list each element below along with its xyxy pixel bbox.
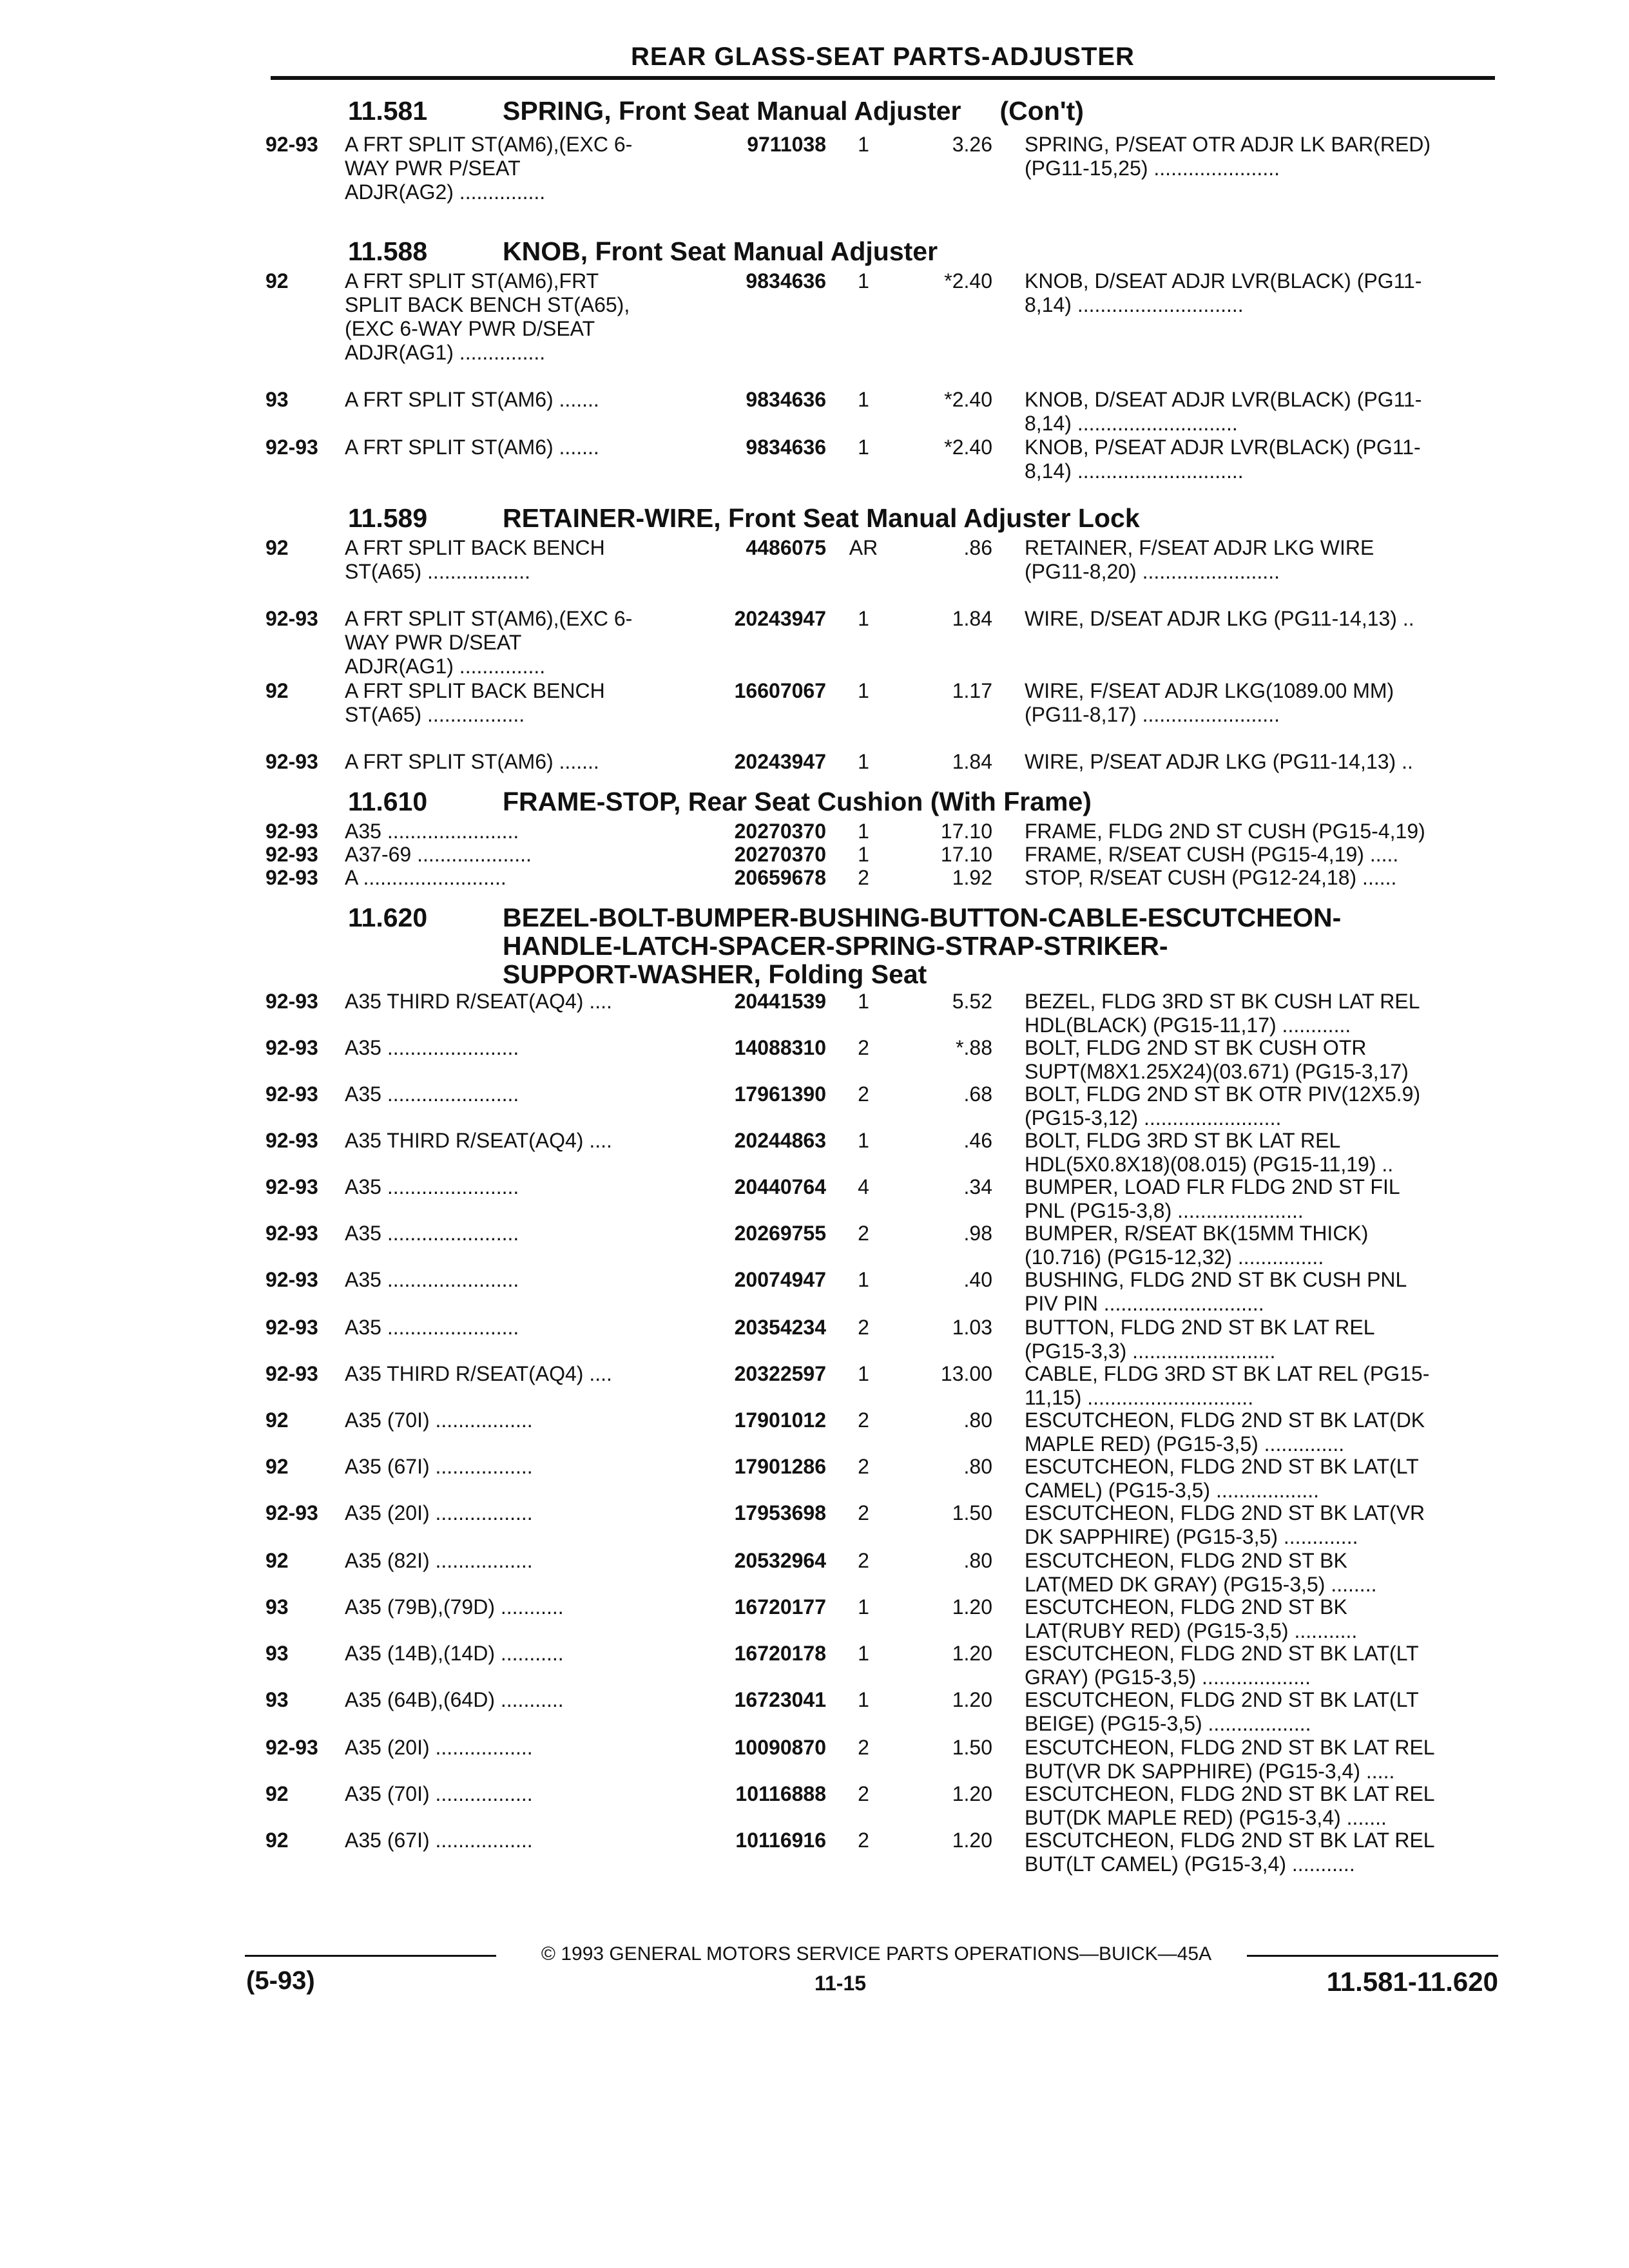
part-number: 16723041 <box>734 1688 826 1711</box>
application-desc: A35 THIRD R/SEAT(AQ4) .... <box>345 1362 612 1385</box>
quantity: 2 <box>858 1036 869 1059</box>
footer-date: (5-93) <box>246 1966 315 1995</box>
price: .68 <box>963 1082 992 1106</box>
price: *2.40 <box>944 269 992 293</box>
part-number: 9834636 <box>746 388 826 411</box>
section-title: BEZEL-BOLT-BUMPER-BUSHING-BUTTON-CABLE-ESCUTCHEON- HANDLE-LATCH-SPACER-SPRING-STRAP-STRIKER- SUPPORT-WASHER, Folding Seat <box>503 903 1342 989</box>
application-desc: A35 ....................... <box>345 1036 519 1059</box>
model-year: 92-93 <box>265 1129 318 1152</box>
price: 5.52 <box>952 990 992 1013</box>
model-year: 92-93 <box>265 133 318 156</box>
quantity: AR <box>849 536 878 559</box>
part-number: 20354234 <box>734 1316 826 1339</box>
part-number: 17961390 <box>734 1082 826 1106</box>
quantity: 2 <box>858 1082 869 1106</box>
part-description: ESCUTCHEON, FLDG 2ND ST BK LAT(DK MAPLE RED) (PG15-3,5) .............. <box>1025 1408 1425 1456</box>
application-desc: A35 ....................... <box>345 820 519 843</box>
footer-rule-right <box>1247 1955 1498 1957</box>
part-number: 16720177 <box>734 1595 826 1619</box>
quantity: 1 <box>858 1268 869 1291</box>
part-description: BUMPER, R/SEAT BK(15MM THICK) (10.716) (PG15-12,32) ............... <box>1025 1222 1369 1269</box>
price: 1.84 <box>952 750 992 773</box>
part-description: FRAME, R/SEAT CUSH (PG15-4,19) ..... <box>1025 843 1399 866</box>
part-number: 20270370 <box>734 820 826 843</box>
application-desc: A FRT SPLIT ST(AM6),(EXC 6- WAY PWR P/SEAT ADJR(AG2) ............... <box>345 133 633 204</box>
part-description: BOLT, FLDG 2ND ST BK OTR PIV(12X5.9) (PG15-3,12) ........................ <box>1025 1082 1421 1129</box>
quantity: 2 <box>858 1736 869 1759</box>
part-description: WIRE, P/SEAT ADJR LKG (PG11-14,13) .. <box>1025 750 1413 773</box>
part-description: ESCUTCHEON, FLDG 2ND ST BK LAT(LT GRAY) (PG15-3,5) ................... <box>1025 1642 1419 1689</box>
model-year: 92-93 <box>265 1268 318 1291</box>
application-desc: A35 (20I) ................. <box>345 1501 533 1524</box>
quantity: 1 <box>858 133 869 156</box>
model-year: 92 <box>265 536 289 559</box>
part-number: 20532964 <box>734 1549 826 1572</box>
quantity: 1 <box>858 1642 869 1665</box>
part-description: SPRING, P/SEAT OTR ADJR LK BAR(RED) (PG11-15,25) ...................... <box>1025 133 1431 180</box>
application-desc: A FRT SPLIT BACK BENCH ST(A65) .................. <box>345 536 605 583</box>
part-number: 16607067 <box>734 679 826 702</box>
model-year: 92-93 <box>265 1736 318 1759</box>
quantity: 1 <box>858 1688 869 1711</box>
quantity: 1 <box>858 820 869 843</box>
section-heading <box>348 237 1508 265</box>
part-description: KNOB, D/SEAT ADJR LVR(BLACK) (PG11- 8,14) ............................. <box>1025 269 1422 316</box>
price: 1.84 <box>952 607 992 630</box>
model-year: 92 <box>265 1829 289 1852</box>
part-description: CABLE, FLDG 3RD ST BK LAT REL (PG15- 11,15) ............................. <box>1025 1362 1430 1409</box>
model-year: 93 <box>265 1642 289 1665</box>
price: 1.92 <box>952 866 992 889</box>
part-description: FRAME, FLDG 2ND ST CUSH (PG15-4,19) <box>1025 820 1425 843</box>
part-description: BOLT, FLDG 2ND ST BK CUSH OTR SUPT(M8X1.25X24)(03.671) (PG15-3,17) <box>1025 1036 1409 1083</box>
application-desc: A35 (67I) ................. <box>345 1829 533 1852</box>
application-desc: A35 (64B),(64D) ........... <box>345 1688 564 1711</box>
part-description: BEZEL, FLDG 3RD ST BK CUSH LAT REL HDL(BLACK) (PG15-11,17) ............ <box>1025 990 1420 1037</box>
part-number: 16720178 <box>734 1642 826 1665</box>
part-description: KNOB, P/SEAT ADJR LVR(BLACK) (PG11- 8,14) ............................. <box>1025 436 1421 483</box>
quantity: 1 <box>858 1595 869 1619</box>
quantity: 1 <box>858 436 869 459</box>
section-title: KNOB, Front Seat Manual Adjuster <box>503 236 938 266</box>
model-year: 93 <box>265 1688 289 1711</box>
section-heading <box>348 97 1508 125</box>
quantity: 2 <box>858 1316 869 1339</box>
section-heading <box>348 787 1508 816</box>
application-desc: A FRT SPLIT ST(AM6) ....... <box>345 388 599 411</box>
part-description: BUSHING, FLDG 2ND ST BK CUSH PNL PIV PIN ............................ <box>1025 1268 1407 1315</box>
part-number: 10116916 <box>735 1829 826 1852</box>
application-desc: A FRT SPLIT ST(AM6) ....... <box>345 750 599 773</box>
part-number: 9834636 <box>746 436 826 459</box>
quantity: 1 <box>858 990 869 1013</box>
application-desc: A FRT SPLIT ST(AM6),FRT SPLIT BACK BENCH ST(A65), (EXC 6-WAY PWR D/SEAT ADJR(AG1) ............... <box>345 269 630 364</box>
part-description: RETAINER, F/SEAT ADJR LKG WIRE (PG11-8,20) ........................ <box>1025 536 1374 583</box>
price: 17.10 <box>940 820 992 843</box>
part-description: BOLT, FLDG 3RD ST BK LAT REL HDL(5X0.8X18)(08.015) (PG15-11,19) .. <box>1025 1129 1394 1176</box>
quantity: 1 <box>858 269 869 293</box>
part-description: ESCUTCHEON, FLDG 2ND ST BK LAT(LT BEIGE) (PG15-3,5) .................. <box>1025 1688 1419 1735</box>
part-number: 17953698 <box>734 1501 826 1524</box>
section-title: SPRING, Front Seat Manual Adjuster (Con't) <box>503 96 1084 126</box>
quantity: 2 <box>858 1829 869 1852</box>
application-desc: A FRT SPLIT BACK BENCH ST(A65) ................. <box>345 679 605 726</box>
section-heading <box>348 504 1508 532</box>
part-number: 17901286 <box>734 1455 826 1478</box>
part-description: KNOB, D/SEAT ADJR LVR(BLACK) (PG11- 8,14) ............................ <box>1025 388 1422 435</box>
model-year: 92-93 <box>265 1082 318 1106</box>
application-desc: A ......................... <box>345 866 506 889</box>
quantity: 4 <box>858 1175 869 1198</box>
quantity: 1 <box>858 843 869 866</box>
part-number: 20244863 <box>734 1129 826 1152</box>
application-desc: A35 (82I) ................. <box>345 1549 533 1572</box>
price: .46 <box>963 1129 992 1152</box>
part-description: WIRE, F/SEAT ADJR LKG(1089.00 MM) (PG11-8,17) ........................ <box>1025 679 1394 726</box>
section-heading <box>348 903 1508 988</box>
price: 3.26 <box>952 133 992 156</box>
part-number: 20659678 <box>734 866 826 889</box>
price: .80 <box>963 1408 992 1432</box>
application-desc: A35 THIRD R/SEAT(AQ4) .... <box>345 1129 612 1152</box>
part-description: ESCUTCHEON, FLDG 2ND ST BK LAT(VR DK SAPPHIRE) (PG15-3,5) ............. <box>1025 1501 1425 1548</box>
application-desc: A35 (67I) ................. <box>345 1455 533 1478</box>
price: .80 <box>963 1549 992 1572</box>
model-year: 92-93 <box>265 1362 318 1385</box>
application-desc: A FRT SPLIT ST(AM6),(EXC 6- WAY PWR D/SEAT ADJR(AG1) ............... <box>345 607 633 678</box>
part-number: 20243947 <box>734 607 826 630</box>
section-number: 11.581 <box>348 96 428 126</box>
price: 1.20 <box>952 1829 992 1852</box>
model-year: 92 <box>265 269 289 293</box>
model-year: 92-93 <box>265 1316 318 1339</box>
quantity: 1 <box>858 607 869 630</box>
quantity: 1 <box>858 750 869 773</box>
price: 1.20 <box>952 1782 992 1805</box>
price: .34 <box>963 1175 992 1198</box>
part-number: 20441539 <box>734 990 826 1013</box>
part-number: 20243947 <box>734 750 826 773</box>
section-number: 11.589 <box>348 503 428 533</box>
part-number: 4486075 <box>746 536 826 559</box>
part-number: 20270370 <box>734 843 826 866</box>
section-title: FRAME-STOP, Rear Seat Cushion (With Frame) <box>503 787 1092 816</box>
price: *2.40 <box>944 436 992 459</box>
footer-page-number: 11-15 <box>814 1972 867 1995</box>
section-number: 11.610 <box>348 787 428 816</box>
part-description: BUMPER, LOAD FLR FLDG 2ND ST FIL PNL (PG15-3,8) ...................... <box>1025 1175 1400 1222</box>
model-year: 92-93 <box>265 1175 318 1198</box>
part-number: 20440764 <box>734 1175 826 1198</box>
price: 1.17 <box>952 679 992 702</box>
model-year: 92-93 <box>265 843 318 866</box>
model-year: 92 <box>265 1782 289 1805</box>
continued-label: (Con't) <box>999 96 1084 126</box>
price: .40 <box>963 1268 992 1291</box>
model-year: 92 <box>265 1408 289 1432</box>
part-description: STOP, R/SEAT CUSH (PG12-24,18) ...... <box>1025 866 1397 889</box>
price: 1.20 <box>952 1688 992 1711</box>
model-year: 92-93 <box>265 990 318 1013</box>
model-year: 92-93 <box>265 820 318 843</box>
application-desc: A35 ....................... <box>345 1268 519 1291</box>
application-desc: A35 THIRD R/SEAT(AQ4) .... <box>345 990 612 1013</box>
section-title: RETAINER-WIRE, Front Seat Manual Adjuster Lock <box>503 503 1140 533</box>
footer-section-range: 11.581-11.620 <box>1326 1966 1498 1997</box>
price: *.88 <box>956 1036 992 1059</box>
part-number: 10090870 <box>734 1736 826 1759</box>
quantity: 2 <box>858 866 869 889</box>
quantity: 1 <box>858 388 869 411</box>
price: *2.40 <box>944 388 992 411</box>
page-title: REAR GLASS-SEAT PARTS-ADJUSTER <box>631 43 1135 71</box>
application-desc: A35 (79B),(79D) ........... <box>345 1595 564 1619</box>
part-number: 10116888 <box>735 1782 826 1805</box>
part-description: ESCUTCHEON, FLDG 2ND ST BK LAT REL BUT(DK MAPLE RED) (PG15-3,4) ....... <box>1025 1782 1435 1829</box>
price: 1.50 <box>952 1501 992 1524</box>
price: 1.20 <box>952 1642 992 1665</box>
model-year: 92 <box>265 1549 289 1572</box>
footer-copyright: © 1993 GENERAL MOTORS SERVICE PARTS OPERATIONS—BUICK—45A <box>541 1943 1212 1965</box>
part-description: BUTTON, FLDG 2ND ST BK LAT REL (PG15-3,3) ......................... <box>1025 1316 1375 1363</box>
model-year: 92-93 <box>265 607 318 630</box>
application-desc: A35 (14B),(14D) ........... <box>345 1642 564 1665</box>
price: .86 <box>963 536 992 559</box>
quantity: 2 <box>858 1408 869 1432</box>
part-number: 14088310 <box>734 1036 826 1059</box>
part-description: WIRE, D/SEAT ADJR LKG (PG11-14,13) .. <box>1025 607 1414 630</box>
quantity: 2 <box>858 1782 869 1805</box>
application-desc: A37-69 .................... <box>345 843 532 866</box>
price: 17.10 <box>940 843 992 866</box>
part-number: 20322597 <box>734 1362 826 1385</box>
section-number: 11.620 <box>348 903 428 932</box>
section-number: 11.588 <box>348 236 428 266</box>
quantity: 1 <box>858 679 869 702</box>
price: 13.00 <box>940 1362 992 1385</box>
part-description: ESCUTCHEON, FLDG 2ND ST BK LAT REL BUT(LT CAMEL) (PG15-3,4) ........... <box>1025 1829 1435 1876</box>
application-desc: A35 ....................... <box>345 1082 519 1106</box>
footer-rule-left <box>245 1955 496 1957</box>
application-desc: A35 (70I) ................. <box>345 1782 533 1805</box>
application-desc: A35 (70I) ................. <box>345 1408 533 1432</box>
price: 1.20 <box>952 1595 992 1619</box>
model-year: 92-93 <box>265 1036 318 1059</box>
part-number: 9834636 <box>746 269 826 293</box>
quantity: 2 <box>858 1501 869 1524</box>
application-desc: A35 ....................... <box>345 1222 519 1245</box>
part-number: 9711038 <box>747 133 826 156</box>
part-description: ESCUTCHEON, FLDG 2ND ST BK LAT REL BUT(VR DK SAPPHIRE) (PG15-3,4) ..... <box>1025 1736 1435 1783</box>
part-number: 20269755 <box>734 1222 826 1245</box>
application-desc: A35 ....................... <box>345 1175 519 1198</box>
quantity: 2 <box>858 1549 869 1572</box>
quantity: 1 <box>858 1362 869 1385</box>
price: .98 <box>963 1222 992 1245</box>
application-desc: A35 (20I) ................. <box>345 1736 533 1759</box>
quantity: 2 <box>858 1455 869 1478</box>
model-year: 92-93 <box>265 1222 318 1245</box>
part-description: ESCUTCHEON, FLDG 2ND ST BK LAT(MED DK GRAY) (PG15-3,5) ........ <box>1025 1549 1377 1596</box>
quantity: 1 <box>858 1129 869 1152</box>
part-number: 17901012 <box>734 1408 826 1432</box>
application-desc: A FRT SPLIT ST(AM6) ....... <box>345 436 599 459</box>
model-year: 93 <box>265 388 289 411</box>
application-desc: A35 ....................... <box>345 1316 519 1339</box>
part-description: ESCUTCHEON, FLDG 2ND ST BK LAT(LT CAMEL) (PG15-3,5) .................. <box>1025 1455 1419 1502</box>
model-year: 92-93 <box>265 436 318 459</box>
price: .80 <box>963 1455 992 1478</box>
part-description: ESCUTCHEON, FLDG 2ND ST BK LAT(RUBY RED) (PG15-3,5) ........... <box>1025 1595 1358 1642</box>
model-year: 92 <box>265 679 289 702</box>
model-year: 92-93 <box>265 866 318 889</box>
model-year: 93 <box>265 1595 289 1619</box>
part-number: 20074947 <box>734 1268 826 1291</box>
model-year: 92-93 <box>265 1501 318 1524</box>
model-year: 92-93 <box>265 750 318 773</box>
price: 1.03 <box>952 1316 992 1339</box>
model-year: 92 <box>265 1455 289 1478</box>
quantity: 2 <box>858 1222 869 1245</box>
price: 1.50 <box>952 1736 992 1759</box>
